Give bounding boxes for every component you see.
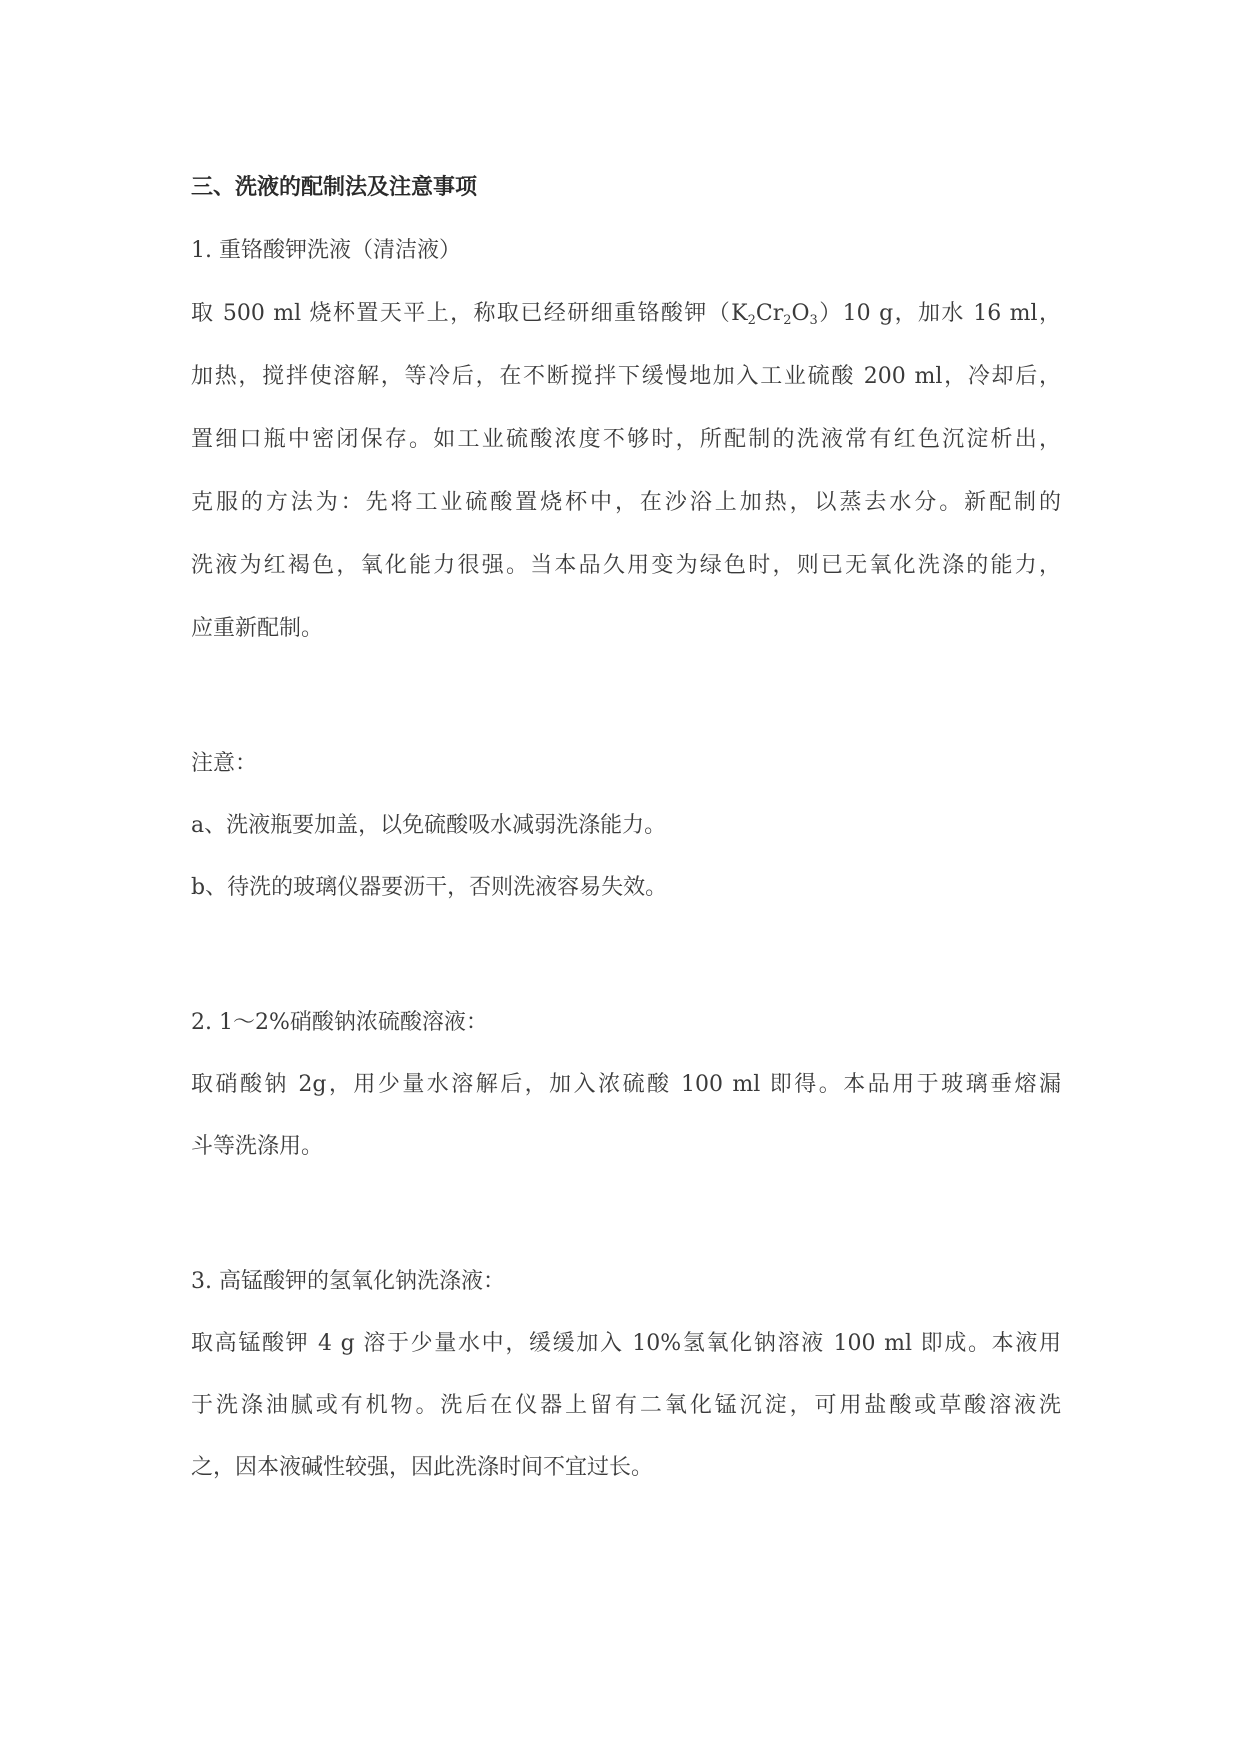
item1-paragraph-line-5: 洗液为红褐色，氧化能力很强。当本品久用变为绿色时，则已无氧化洗涤的能力， [191, 553, 1061, 578]
item1-line1-part-a: 取 500 ml 烧杯置天平上，称取已经研细重铬酸钾（K [191, 301, 748, 326]
subscript-2-k: 2 [747, 313, 756, 328]
item3-line-2: 于洗涤油腻或有机物。洗后在仪器上留有二氧化锰沉淀，可用盐酸或草酸溶液洗 [191, 1393, 1061, 1418]
chromium-symbol: Cr [755, 301, 784, 326]
item1-paragraph-line-4: 克服的方法为：先将工业硫酸置烧杯中，在沙浴上加热，以蒸去水分。新配制的 [191, 490, 1061, 515]
item1-paragraph-line-2: 加热，搅拌使溶解，等冷后，在不断搅拌下缓慢地加入工业硫酸 200 ml，冷却后， [191, 364, 1061, 389]
subscript-2-cr: 2 [783, 313, 792, 328]
oxygen-symbol: O [791, 301, 810, 326]
notes-label: 注意： [191, 751, 258, 776]
item2-line-2: 斗等洗涤用。 [191, 1134, 324, 1159]
item1-line1-part-b: ）10 g，加水 16 ml， [817, 301, 1061, 326]
item3-line-3: 之，因本液碱性较强，因此洗涤时间不宜过长。 [191, 1455, 654, 1480]
item2-title: 2. 1～2%硝酸钠浓硫酸溶液： [191, 1010, 488, 1035]
item1-paragraph-line-3: 置细口瓶中密闭保存。如工业硫酸浓度不够时，所配制的洗液常有红色沉淀析出， [191, 427, 1061, 452]
item3-line-1: 取高锰酸钾 4 g 溶于少量水中，缓缓加入 10%氢氧化钠溶液 100 ml 即成。本液用 [191, 1331, 1061, 1356]
item3-title: 3. 高锰酸钾的氢氧化钠洗涤液： [191, 1269, 505, 1294]
item2-line-1: 取硝酸钠 2g，用少量水溶解后，加入浓硫酸 100 ml 即得。本品用于玻璃垂熔漏 [191, 1072, 1061, 1097]
note-a: a、洗液瓶要加盖，以免硫酸吸水减弱洗涤能力。 [191, 813, 667, 838]
note-b: b、待洗的玻璃仪器要沥干，否则洗液容易失效。 [191, 875, 668, 900]
section-heading: 三、洗液的配制法及注意事项 [191, 174, 478, 200]
item1-paragraph-line-6: 应重新配制。 [191, 616, 324, 641]
item1-paragraph-line-1 [191, 299, 1061, 329]
item1-title: 1. 重铬酸钾洗液（清洁液） [191, 238, 461, 263]
subscript-3-o: 3 [809, 313, 818, 328]
